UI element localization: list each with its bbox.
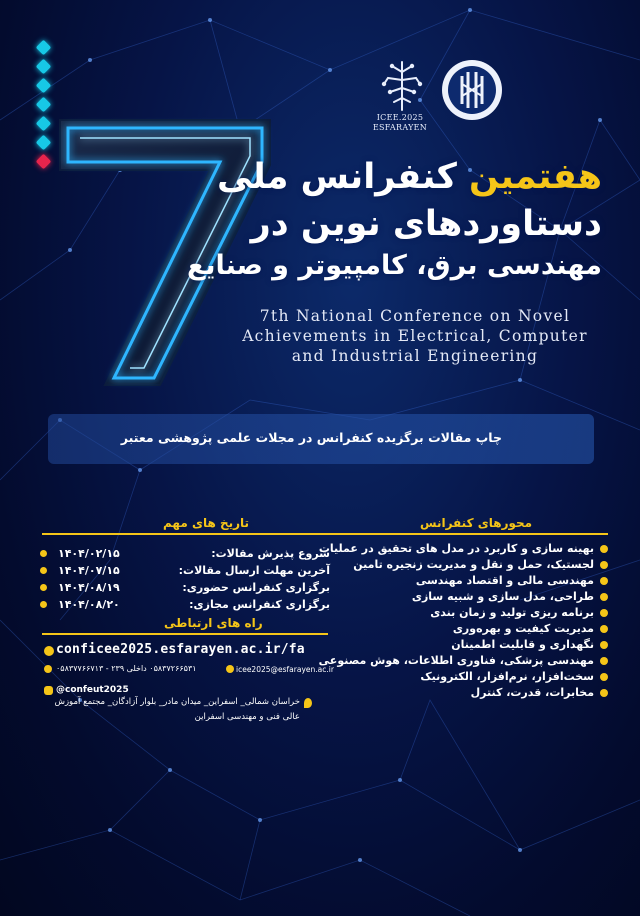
- list-item: مهندسی مالی و اقتصاد مهندسی: [318, 573, 608, 589]
- dates-heading: تاریخ های مهم: [163, 516, 250, 530]
- university-emblem-icon: [440, 58, 504, 122]
- list-item: برنامه ریزی تولید و زمان بندی: [318, 605, 608, 621]
- axes-list: [318, 541, 608, 701]
- bullet-icon: [40, 550, 47, 557]
- list-item: لجستیک، حمل و نقل و مدیریت زنجیره تامین: [318, 557, 608, 573]
- date-row: شروع پذیرش مقالات:۱۴۰۴/۰۲/۱۵: [42, 545, 332, 562]
- bullet-icon: [40, 601, 47, 608]
- bullet-icon: [600, 577, 608, 585]
- title-fa-line-1: [182, 157, 602, 197]
- contact-heading: راه های ارتباطی: [164, 616, 263, 630]
- bullet-icon: [40, 584, 47, 591]
- bullet-icon: [600, 625, 608, 633]
- bullet-icon: [600, 593, 608, 601]
- list-item: طراحی، مدل سازی و شبیه سازی: [318, 589, 608, 605]
- title-fa-line-2: دستاوردهای نوین در: [250, 204, 602, 244]
- globe-icon: [44, 646, 54, 656]
- date-row: آخرین مهلت ارسال مقالات:۱۴۰۴/۰۷/۱۵: [42, 562, 332, 579]
- phone-numbers: ۰۵۸۳۷۲۶۶۵۳۱ داخلی ۲۳۹ - ۰۵۸۳۷۷۶۶۷۱۳: [56, 664, 197, 673]
- banner-text: چاپ مقالات برگزیده کنفرانس در مجلات علمی پژوهشی معتبر: [120, 430, 502, 445]
- logos: [370, 58, 520, 132]
- bullet-icon: [600, 689, 608, 697]
- bullet-icon: [600, 545, 608, 553]
- title-fa-line-3: مهندسی برق، کامپیوتر و صنایع: [186, 250, 602, 281]
- bullet-icon: [600, 641, 608, 649]
- instagram-icon: [44, 686, 53, 695]
- date-row: برگزاری کنفرانس مجازی:۱۴۰۴/۰۸/۲۰: [42, 596, 332, 613]
- cyan-dot-icon: [36, 40, 52, 56]
- website-link[interactable]: conficee2025.esfarayen.ac.ir/fa: [56, 642, 305, 657]
- title-fa-line-1-rest: کنفرانس ملی: [217, 157, 469, 197]
- mail-icon: [226, 665, 234, 673]
- logo-caption-1: ICEE.2025: [376, 113, 424, 122]
- title-en-line-3: and Industrial Engineering: [291, 347, 539, 365]
- cyan-dot-icon: [36, 59, 52, 75]
- phone-icon: [44, 665, 52, 673]
- bullet-icon: [600, 657, 608, 665]
- list-item: مخابرات، قدرت، کنترل: [318, 685, 608, 701]
- list-item: نگهداری و قابلیت اطمینان: [318, 637, 608, 653]
- date-row: برگزاری کنفرانس حضوری:۱۴۰۴/۰۸/۱۹: [42, 579, 332, 596]
- instagram-handle[interactable]: @confeut2025: [56, 685, 129, 695]
- dates-underline: [42, 533, 328, 535]
- axes-heading: محورهای کنفرانس: [420, 516, 533, 530]
- list-item: مدیریت کیفیت و بهره‌وری: [318, 621, 608, 637]
- bullet-icon: [600, 609, 608, 617]
- address-line-2: عالی فنی و مهندسی اسفراین: [194, 712, 300, 722]
- title-highlight: هفتمین: [469, 157, 602, 197]
- logo-caption-2: ESFARAYEN: [372, 123, 428, 132]
- dates-list: [42, 545, 332, 613]
- address-line-1: خراسان شمالی_ اسفراین_ میدان مادر_ بلوار آزادگان_ مجتمع آموزش: [54, 697, 300, 707]
- email-link[interactable]: icee2025@esfarayen.ac.ir: [236, 665, 334, 674]
- banner: [48, 414, 594, 464]
- title-en-line-2: Achievements in Electrical, Computer: [242, 327, 588, 345]
- bullet-icon: [40, 567, 47, 574]
- bullet-icon: [600, 561, 608, 569]
- title-en-line-1: 7th National Conference on Novel: [259, 307, 571, 325]
- list-item: سخت‌افزار، نرم‌افزار، الکترونیک: [318, 669, 608, 685]
- bullet-icon: [600, 673, 608, 681]
- cyan-dot-icon: [36, 78, 52, 94]
- contact-underline: [42, 633, 328, 635]
- circuit-tree-icon: [376, 58, 428, 114]
- list-item: بهینه سازی و کاربرد در مدل های تحقیق در عملیات: [318, 541, 608, 557]
- list-item: مهندسی پزشکی، فناوری اطلاعات، هوش مصنوعی: [318, 653, 608, 669]
- location-pin-icon: [304, 698, 312, 708]
- axes-underline: [318, 533, 608, 535]
